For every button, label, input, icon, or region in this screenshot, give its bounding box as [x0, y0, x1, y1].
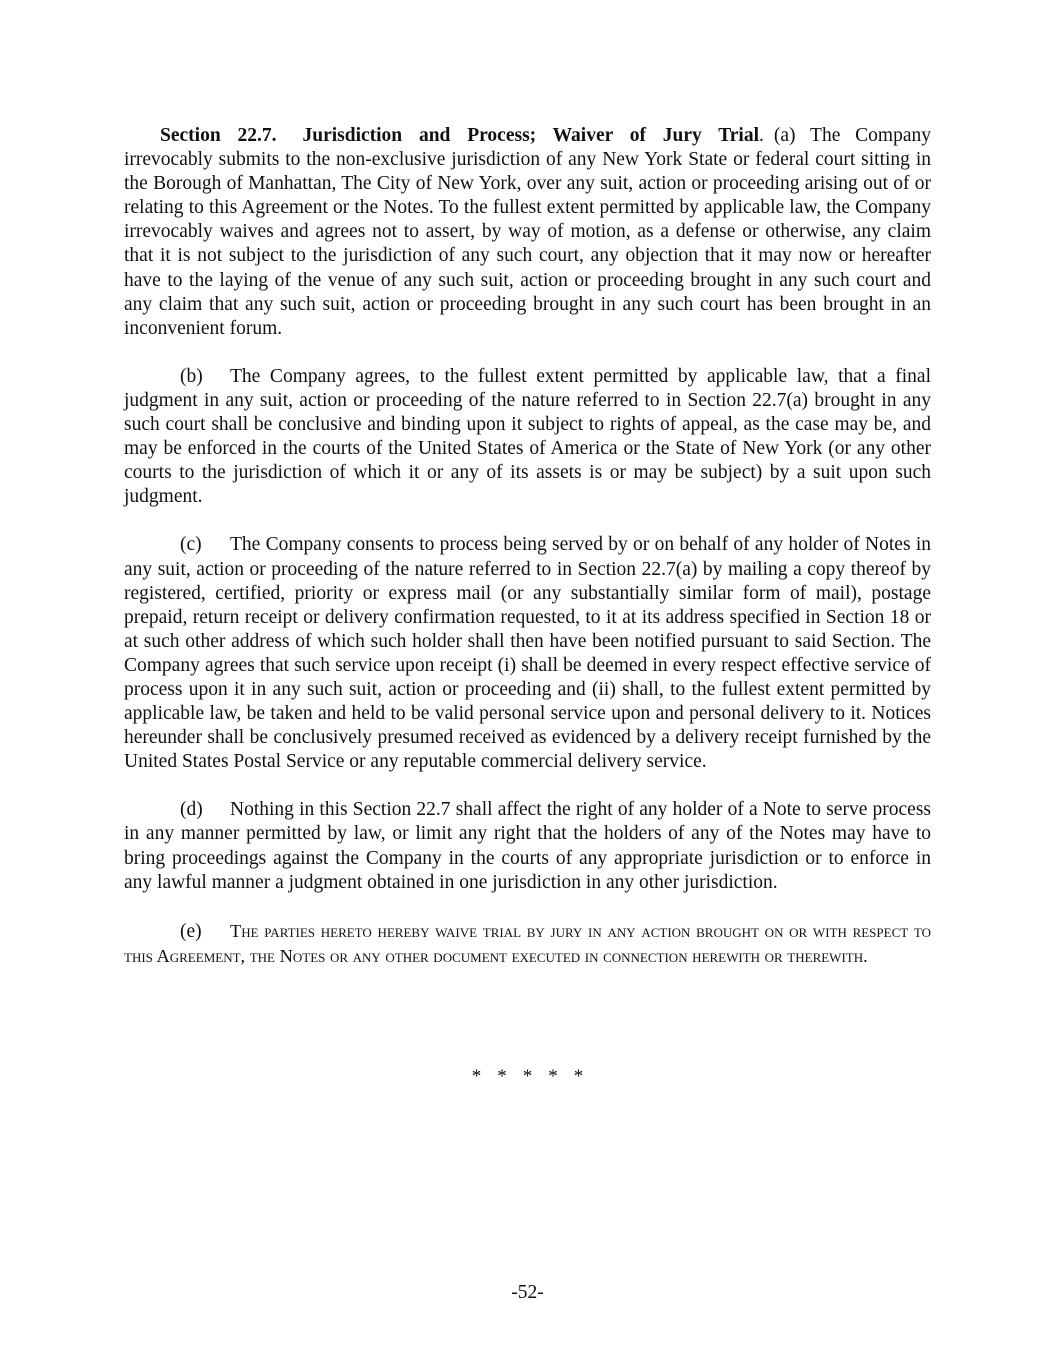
paragraph-b — [124, 365, 931, 510]
separator-star: * — [497, 1066, 507, 1087]
paragraph-c-text: The Company consents to process being served by or on behalf of any holder of Notes in any suit, action or proceeding of the nature referred to in Section 22.7(a) by mailing a copy thereof by registered, certified, priority or express mail (or any substantially similar form of mail), postage prepaid, return receipt or delivery confirmation requested, to it at its address specified in Section 18 or at such other address of which such holder shall then have been notified pursuant to said Section. The Company agrees that such service upon receipt (i) shall be deemed in every respect effective service of process upon it in any such suit, action or proceeding and (ii) shall, to the fullest extent permitted by applicable law, be taken and held to be valid personal service upon and personal delivery to it. Notices hereunder shall be conclusively presumed received as evidenced by a delivery receipt furnished by the United States Postal Service or any reputable commercial delivery service. — [124, 534, 931, 773]
paragraph-a-text: The Company irrevocably submits to the non-exclusive jurisdiction of any New York State or federal court sitting in the Borough of Manhattan, The City of New York, over any suit, action or proceeding arising out of or relating to this Agreement or the Notes. To the fullest extent permitted by applicable law, the Company irrevocably waives and agrees not to assert, by way of motion, as a defense or otherwise, any claim that it is not subject to the jurisdiction of any such court, any objection that it may now or hereafter have to the laying of the venue of any such suit, action or proceeding brought in any such court and any claim that any such suit, action or proceeding brought in any such court has been brought in an inconvenient forum. — [124, 125, 931, 339]
paragraph-e — [124, 919, 931, 969]
paragraph-b-label: (b) — [180, 365, 203, 387]
paragraph-c-label: (c) — [180, 534, 202, 556]
separator-star: * — [522, 1066, 533, 1087]
paragraph-b-text: The Company agrees, to the fullest extent permitted by applicable law, that a final judgment in any suit, action or proceeding of the nature referred to in Section 22.7(a) brought in any such court shall be conclusive and binding upon it subject to rights of appeal, as the case may be, and may be enforced in the courts of the United States of America or the State of New York (or any other courts to the jurisdiction of which it or any of its assets is or may be subject) by a suit upon such judgment. — [124, 365, 931, 508]
paragraph-d — [124, 798, 931, 894]
paragraph-c — [124, 533, 931, 774]
paragraph-a — [124, 124, 931, 341]
page-number: -52- — [511, 1282, 544, 1303]
section-title-period: . — [759, 125, 764, 146]
paragraph-d-text: Nothing in this Section 22.7 shall affect the right of any holder of a Note to serve process in any manner permitted by law, or limit any right that the holders of any of the Notes may have to bring proceedings against the Company in the courts of any appropriate jurisdiction or to enforce in any lawful manner a judgment obtained in one jurisdiction in any other jurisdiction. — [124, 799, 931, 893]
section-number: Section 22.7. — [160, 125, 277, 146]
paragraph-a-label: (a) — [773, 125, 796, 146]
section-title: Jurisdiction and Process; Waiver of Jury Trial — [302, 125, 760, 146]
separator-star: * — [471, 1066, 482, 1087]
separator-star: * — [573, 1066, 584, 1087]
separator-star: * — [548, 1066, 558, 1087]
jury-waiver-text: The parties hereto hereby waive trial by jury in any action brought on or with respect to this Agreement, the Notes or any other document executed in connection herewith or therewith. — [124, 920, 931, 966]
paragraph-d-label: (d) — [180, 799, 203, 821]
document-page — [124, 124, 931, 993]
section-separator — [0, 1066, 1055, 1088]
paragraph-e-label: (e) — [180, 920, 202, 942]
